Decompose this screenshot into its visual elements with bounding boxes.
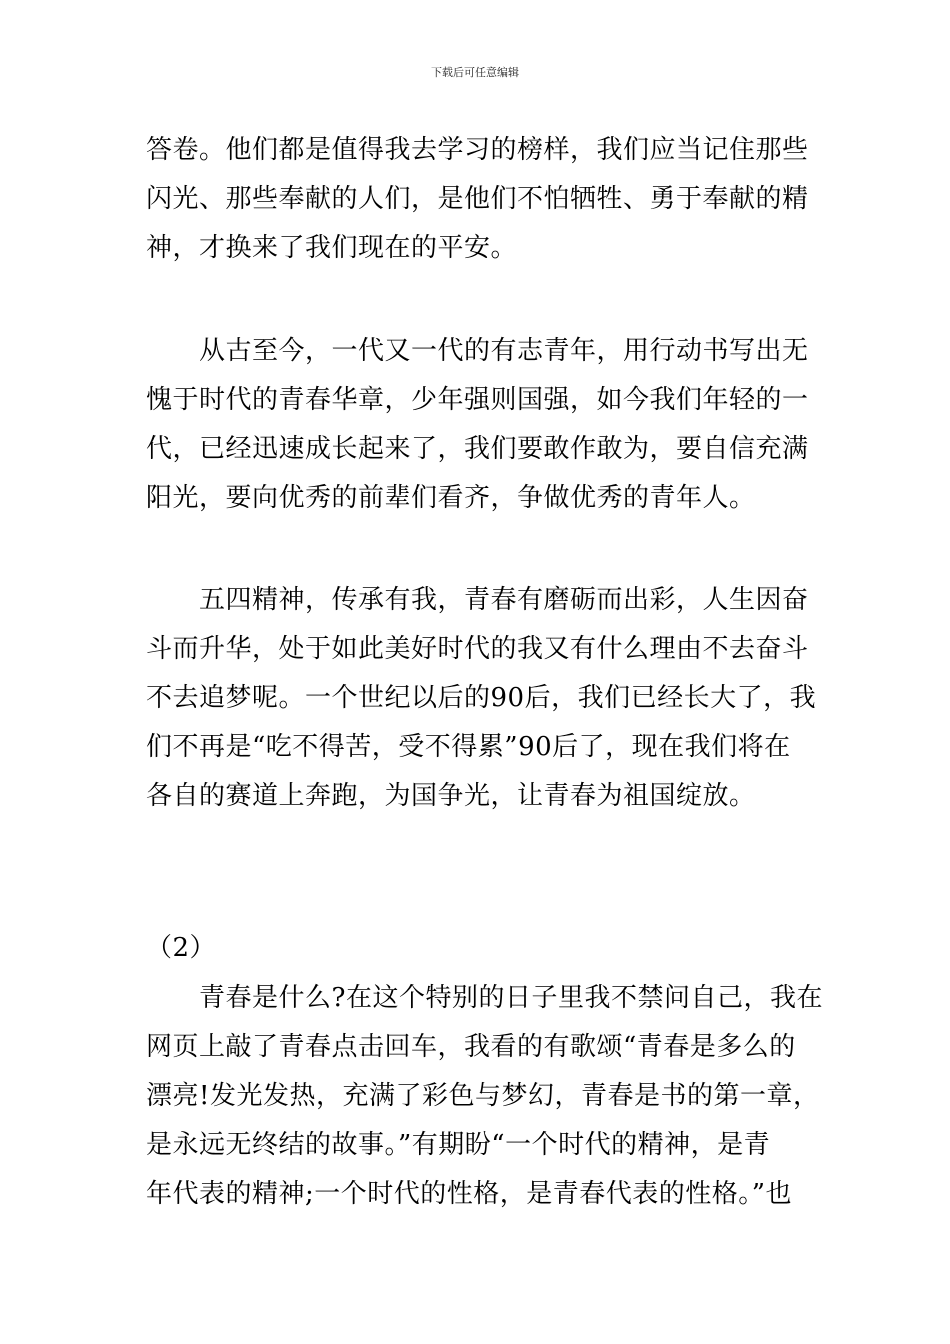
text-line: 愧于时代的青春华章，少年强则国强，如今我们年轻的一: [146, 385, 809, 415]
text-line: 是永远无终结的故事。”有期盼“一个时代的精神，是青: [146, 1130, 771, 1160]
text-line: 五四精神，传承有我，青春有磨砺而出彩，人生因奋: [146, 585, 809, 615]
text-line: 从古至今，一代又一代的有志青年，用行动书写出无: [146, 336, 809, 366]
text-line: 代，已经迅速成长起来了，我们要敢作敢为，要自信充满: [146, 434, 809, 464]
text-line: 网页上敲了青春点击回车，我看的有歌颂“青春是多么的: [146, 1032, 796, 1062]
text-line: 各自的赛道上奔跑，为国争光，让青春为祖国绽放。: [146, 781, 756, 811]
text-line: 漂亮!发光发热，充满了彩色与梦幻，青春是书的第一章，: [146, 1081, 820, 1111]
section-number: （2）: [146, 933, 217, 963]
text-line: 们不再是“吃不得苦，受不得累”90后了，现在我们将在: [146, 732, 791, 762]
text-line: 不去追梦呢。一个世纪以后的90后，我们已经长大了，我: [146, 683, 817, 713]
text-line: 斗而升华，处于如此美好时代的我又有什么理由不去奋斗: [146, 634, 809, 664]
text-line: 年代表的精神;一个时代的性格，是青春代表的性格。”也: [146, 1179, 793, 1209]
text-line: 答卷。他们都是值得我去学习的榜样，我们应当记住那些: [146, 135, 809, 165]
text-line: 青春是什么?在这个特别的日子里我不禁问自己，我在: [146, 983, 823, 1013]
text-line: 阳光，要向优秀的前辈们看齐，争做优秀的青年人。: [146, 483, 756, 513]
text-line: 闪光、那些奉献的人们，是他们不怕牺牲、勇于奉献的精: [146, 184, 809, 214]
text-line: 神，才换来了我们现在的平安。: [146, 233, 518, 263]
page-header: 下载后可任意编辑: [431, 66, 519, 79]
